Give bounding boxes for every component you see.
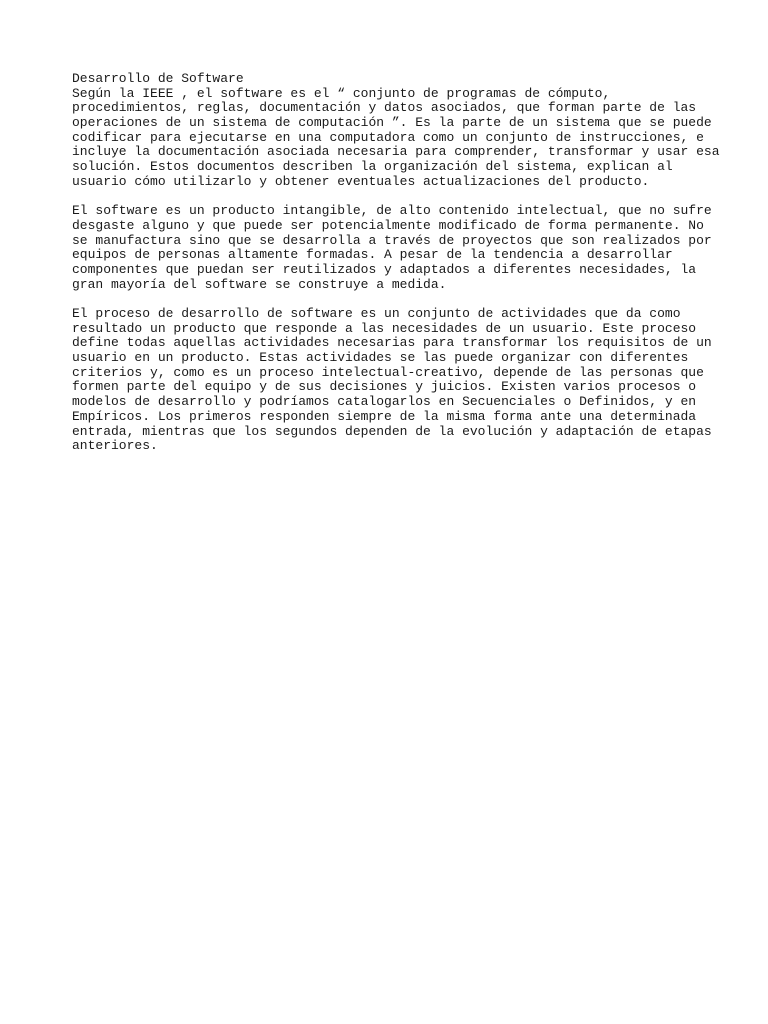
paragraph-2 bbox=[72, 204, 712, 292]
text-line: entrada, mientras que los segundos dependen de la evolución y adaptación de etapas bbox=[72, 423, 712, 439]
text-line: anteriores. bbox=[72, 438, 158, 454]
text-line: operaciones de un sistema de computación ”. Es la parte de un sistema que se puede bbox=[72, 115, 712, 131]
text-line: El software es un producto intangible, de alto contenido intelectual, que no sufre bbox=[72, 203, 712, 219]
text-line: El proceso de desarrollo de software es un conjunto de actividades que da como bbox=[72, 306, 681, 321]
text-line: define todas aquellas actividades necesarias para transformar los requisitos de un bbox=[72, 335, 712, 351]
text-line: procedimientos, reglas, documentación y datos asociados, que forman parte de las bbox=[72, 100, 697, 116]
text-line: modelos de desarrollo y podríamos catalogarlos en Secuenciales o Definidos, y en bbox=[72, 394, 697, 410]
text-line: resultado un producto que responde a las necesidades de un usuario. Este proceso bbox=[72, 320, 697, 336]
paragraph-3 bbox=[72, 307, 712, 454]
text-line: Empíricos. Los primeros responden siempre de la misma forma ante una determinada bbox=[72, 408, 697, 424]
text-line: se manufactura sino que se desarrolla a través de proyectos que son realizados por bbox=[72, 232, 712, 248]
text-line: usuario cómo utilizarlo y obtener eventuales actualizaciones del producto. bbox=[72, 173, 650, 189]
text-line: criterios y, como es un proceso intelectual-creativo, depende de las personas que bbox=[72, 364, 704, 380]
text-line: solución. Estos documentos describen la organización del sistema, explican al bbox=[72, 159, 673, 175]
text-line: usuario en un producto. Estas actividades se las puede organizar con diferentes bbox=[72, 350, 689, 366]
text-line: codificar para ejecutarse en una computadora como un conjunto de instrucciones, e bbox=[72, 129, 704, 145]
document-body bbox=[72, 71, 720, 454]
text-line: desgaste alguno y que puede ser potencialmente modificado de forma permanente. No bbox=[72, 217, 704, 233]
text-line: gran mayoría del software se construye a medida. bbox=[72, 276, 447, 292]
paragraph-1 bbox=[72, 85, 720, 190]
paragraph-spacer bbox=[72, 190, 712, 205]
text-line: Según la IEEE , el software es el “ conjunto de programas de cómputo, bbox=[72, 85, 611, 101]
text-line: incluye la documentación asociada necesaria para comprender, transformar y usar esa bbox=[72, 144, 720, 160]
text-line: formen parte del equipo y de sus decisiones y juicios. Existen varios procesos o bbox=[72, 379, 697, 395]
text-line: equipos de personas altamente formadas. A pesar de la tendencia a desarrollar bbox=[72, 247, 673, 263]
paragraph-spacer bbox=[72, 292, 712, 307]
text-line: componentes que puedan ser reutilizados y adaptados a diferentes necesidades, la bbox=[72, 261, 697, 277]
document-title: Desarrollo de Software bbox=[72, 71, 244, 86]
